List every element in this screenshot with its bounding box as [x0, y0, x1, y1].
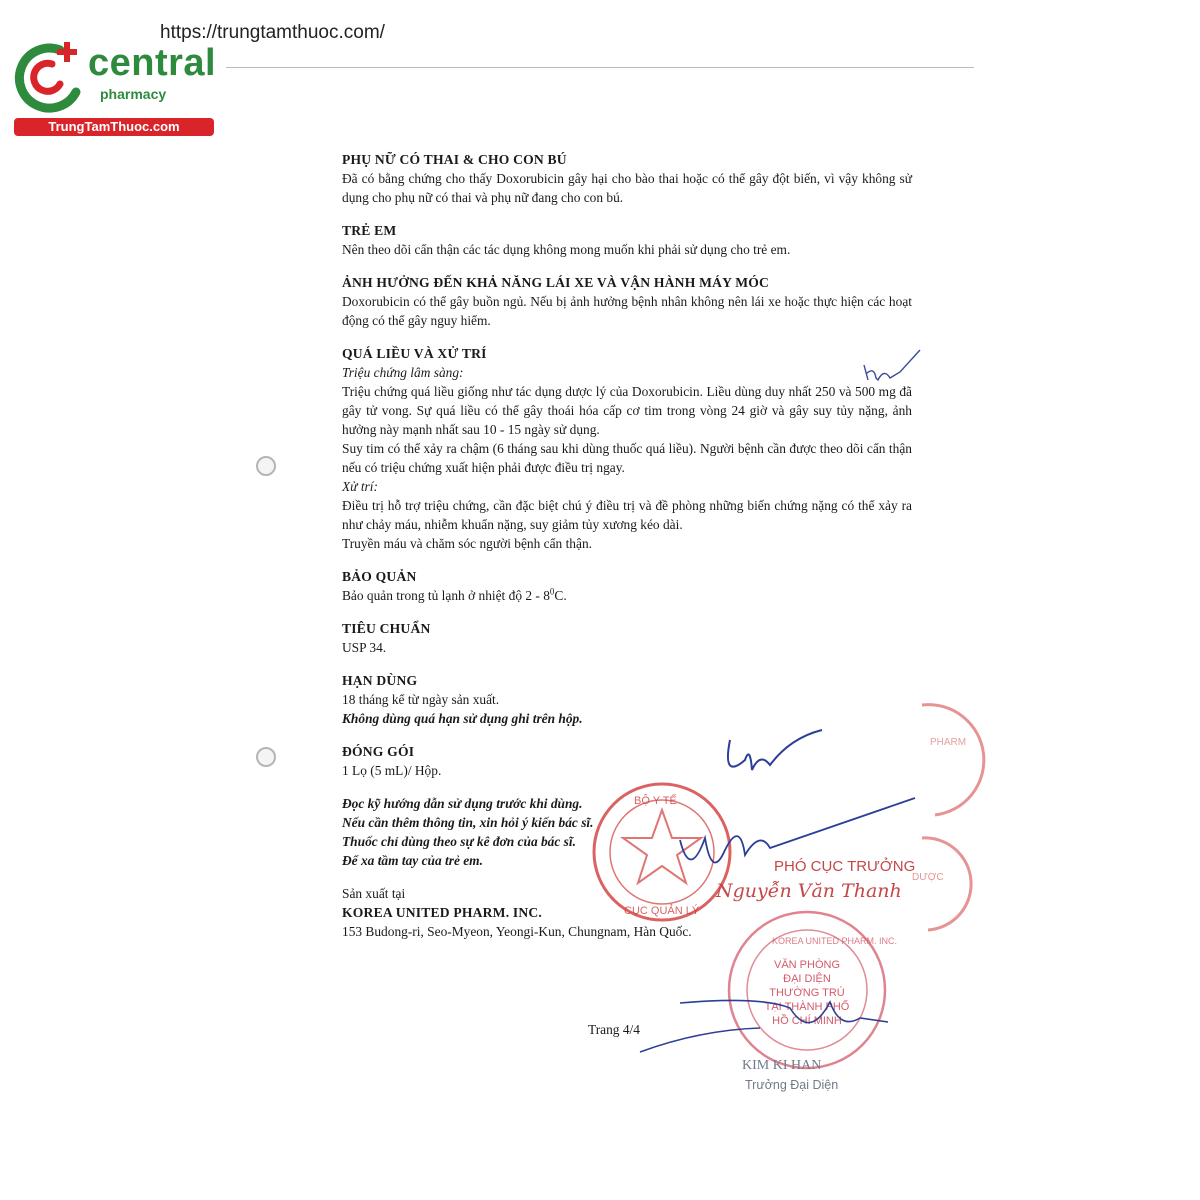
symptoms-text: Suy tim có thể xảy ra chậm (6 tháng sau khi dùng thuốc quá liều). Người bệnh cần được theo dõi cẩn thận nếu có triệu chứng xuất hiện phải được điều trị ngay.: [342, 441, 912, 475]
initials-signature: [864, 350, 920, 380]
rep-stamp-line: ĐẠI DIỆN: [783, 973, 831, 985]
expiry-warning: Không dùng quá hạn sử dụng ghi trên hộp.: [342, 711, 583, 726]
symptoms-text: Triệu chứng quá liều giống như tác dụng dược lý của Doxorubicin. Liều dùng duy nhất 250 và 500 mg đã gây tử vong. Sự quá liều có thể gây thoái hóa cấp cơ tim trong vòng 24 giờ và gây suy tủy nặng, ảnh hưởng này mạnh nhất sau 10 - 15 ngày sử dụng.: [342, 384, 912, 437]
representative-title: Trưởng Đại Diện: [745, 1078, 839, 1092]
official-signature: [728, 730, 822, 770]
rep-stamp-line: HỒ CHÍ MINH: [772, 1015, 842, 1027]
symptoms-label: Triệu chứng lâm sàng:: [342, 365, 464, 380]
section-heading: HẠN DÙNG: [342, 673, 418, 688]
manufacturer-label: Sản xuất tại: [342, 886, 406, 901]
section-heading: TIÊU CHUẨN: [342, 621, 431, 636]
storage-unit: C.: [554, 588, 567, 603]
treatment-text: Truyền máu và chăm sóc người bệnh cẩn thận.: [342, 536, 592, 551]
treatment-label: Xử trí:: [342, 479, 378, 494]
edge-stamp-text: PHARM: [930, 737, 967, 748]
section-body: Nên theo dõi cẩn thận các tác dụng không mong muốn khi phải sử dụng cho trẻ em.: [342, 242, 791, 257]
ministry-stamp-bottom-text: CỤC QUẢN LÝ: [624, 905, 700, 917]
section-heading: TRẺ EM: [342, 223, 397, 238]
section-heading: ẢNH HƯỞNG ĐẾN KHẢ NĂNG LÁI XE VÀ VẬN HÀNH MÁY MÓC: [342, 275, 770, 290]
representative-stamp: [729, 912, 897, 1068]
manufacturer-address: 153 Budong-ri, Seo-Myeon, Yeongi-Kun, Chungnam, Hàn Quốc.: [342, 924, 692, 939]
rep-stamp-line: VĂN PHÒNG: [773, 959, 841, 971]
section-body: 1 Lọ (5 mL)/ Hộp.: [342, 763, 442, 778]
storage-text: Bảo quản trong tủ lạnh ở nhiệt độ 2 - 8: [342, 588, 550, 603]
degree-superscript: 0: [549, 586, 555, 597]
section-heading: ĐÓNG GÓI: [342, 744, 415, 759]
ministry-stamp-top-text: BỘ Y TẾ: [634, 795, 677, 807]
treatment-text: Điều trị hỗ trợ triệu chứng, cần đặc biệt chú ý điều trị và đề phòng những biến chứng nặng có thể xảy ra như chảy máu, nhiễm khuẩn nặng, suy giảm tủy xương kéo dài.: [342, 498, 912, 532]
section-heading: BẢO QUẢN: [342, 569, 417, 584]
page-number: Trang 4/4: [588, 1022, 640, 1037]
edge-stamp: [922, 838, 971, 930]
notice-line: Nếu cần thêm thông tin, xin hỏi ý kiến bác sĩ.: [342, 815, 594, 830]
notice-line: Thuốc chỉ dùng theo sự kê đơn của bác sĩ.: [342, 834, 576, 849]
signer-title: PHÓ CỤC TRƯỞNG: [774, 858, 916, 875]
section-body: Đã có bằng chứng cho thấy Doxorubicin gây hại cho bào thai hoặc có thể gây đột biến, vì vậy không sử dụng cho phụ nữ có thai và phụ nữ đang cho con bú.: [342, 171, 912, 205]
edge-stamp-text: DƯỢC: [912, 872, 944, 883]
rep-stamp-ring-text: KOREA UNITED PHARM. INC.: [772, 936, 898, 946]
notice-line: Để xa tầm tay của trẻ em.: [342, 853, 483, 868]
site-url[interactable]: https://trungtamthuoc.com/: [160, 22, 385, 43]
section-body: USP 34.: [342, 640, 387, 655]
edge-stamp: [922, 705, 984, 815]
signer-name: Nguyễn Văn Thanh: [716, 880, 902, 902]
ministry-stamp: [594, 784, 730, 920]
logo-domain-banner: TrungTamThuoc.com: [14, 118, 214, 136]
rep-stamp-line: TẠI THÀNH PHỐ: [764, 1001, 850, 1013]
section-heading: QUÁ LIỀU VÀ XỬ TRÍ: [342, 346, 487, 361]
section-body: Doxorubicin có thể gây buồn ngủ. Nếu bị ảnh hưởng bệnh nhân không nên lái xe hoặc thực hiện các hoạt động có thể gây nguy hiểm.: [342, 294, 912, 328]
logo-subtitle: pharmacy: [100, 86, 167, 102]
notice-line: Đọc kỹ hướng dẫn sử dụng trước khi dùng.: [342, 796, 583, 811]
section-heading: PHỤ NỮ CÓ THAI & CHO CON BÚ: [342, 152, 567, 167]
logo-wordmark: central: [88, 42, 217, 84]
representative-name: KIM KI HAN: [742, 1058, 822, 1073]
rep-stamp-line: THƯỜNG TRÚ: [769, 987, 845, 999]
manufacturer-name: KOREA UNITED PHARM. INC.: [342, 905, 543, 920]
section-body: 18 tháng kể từ ngày sản xuất.: [342, 692, 500, 707]
